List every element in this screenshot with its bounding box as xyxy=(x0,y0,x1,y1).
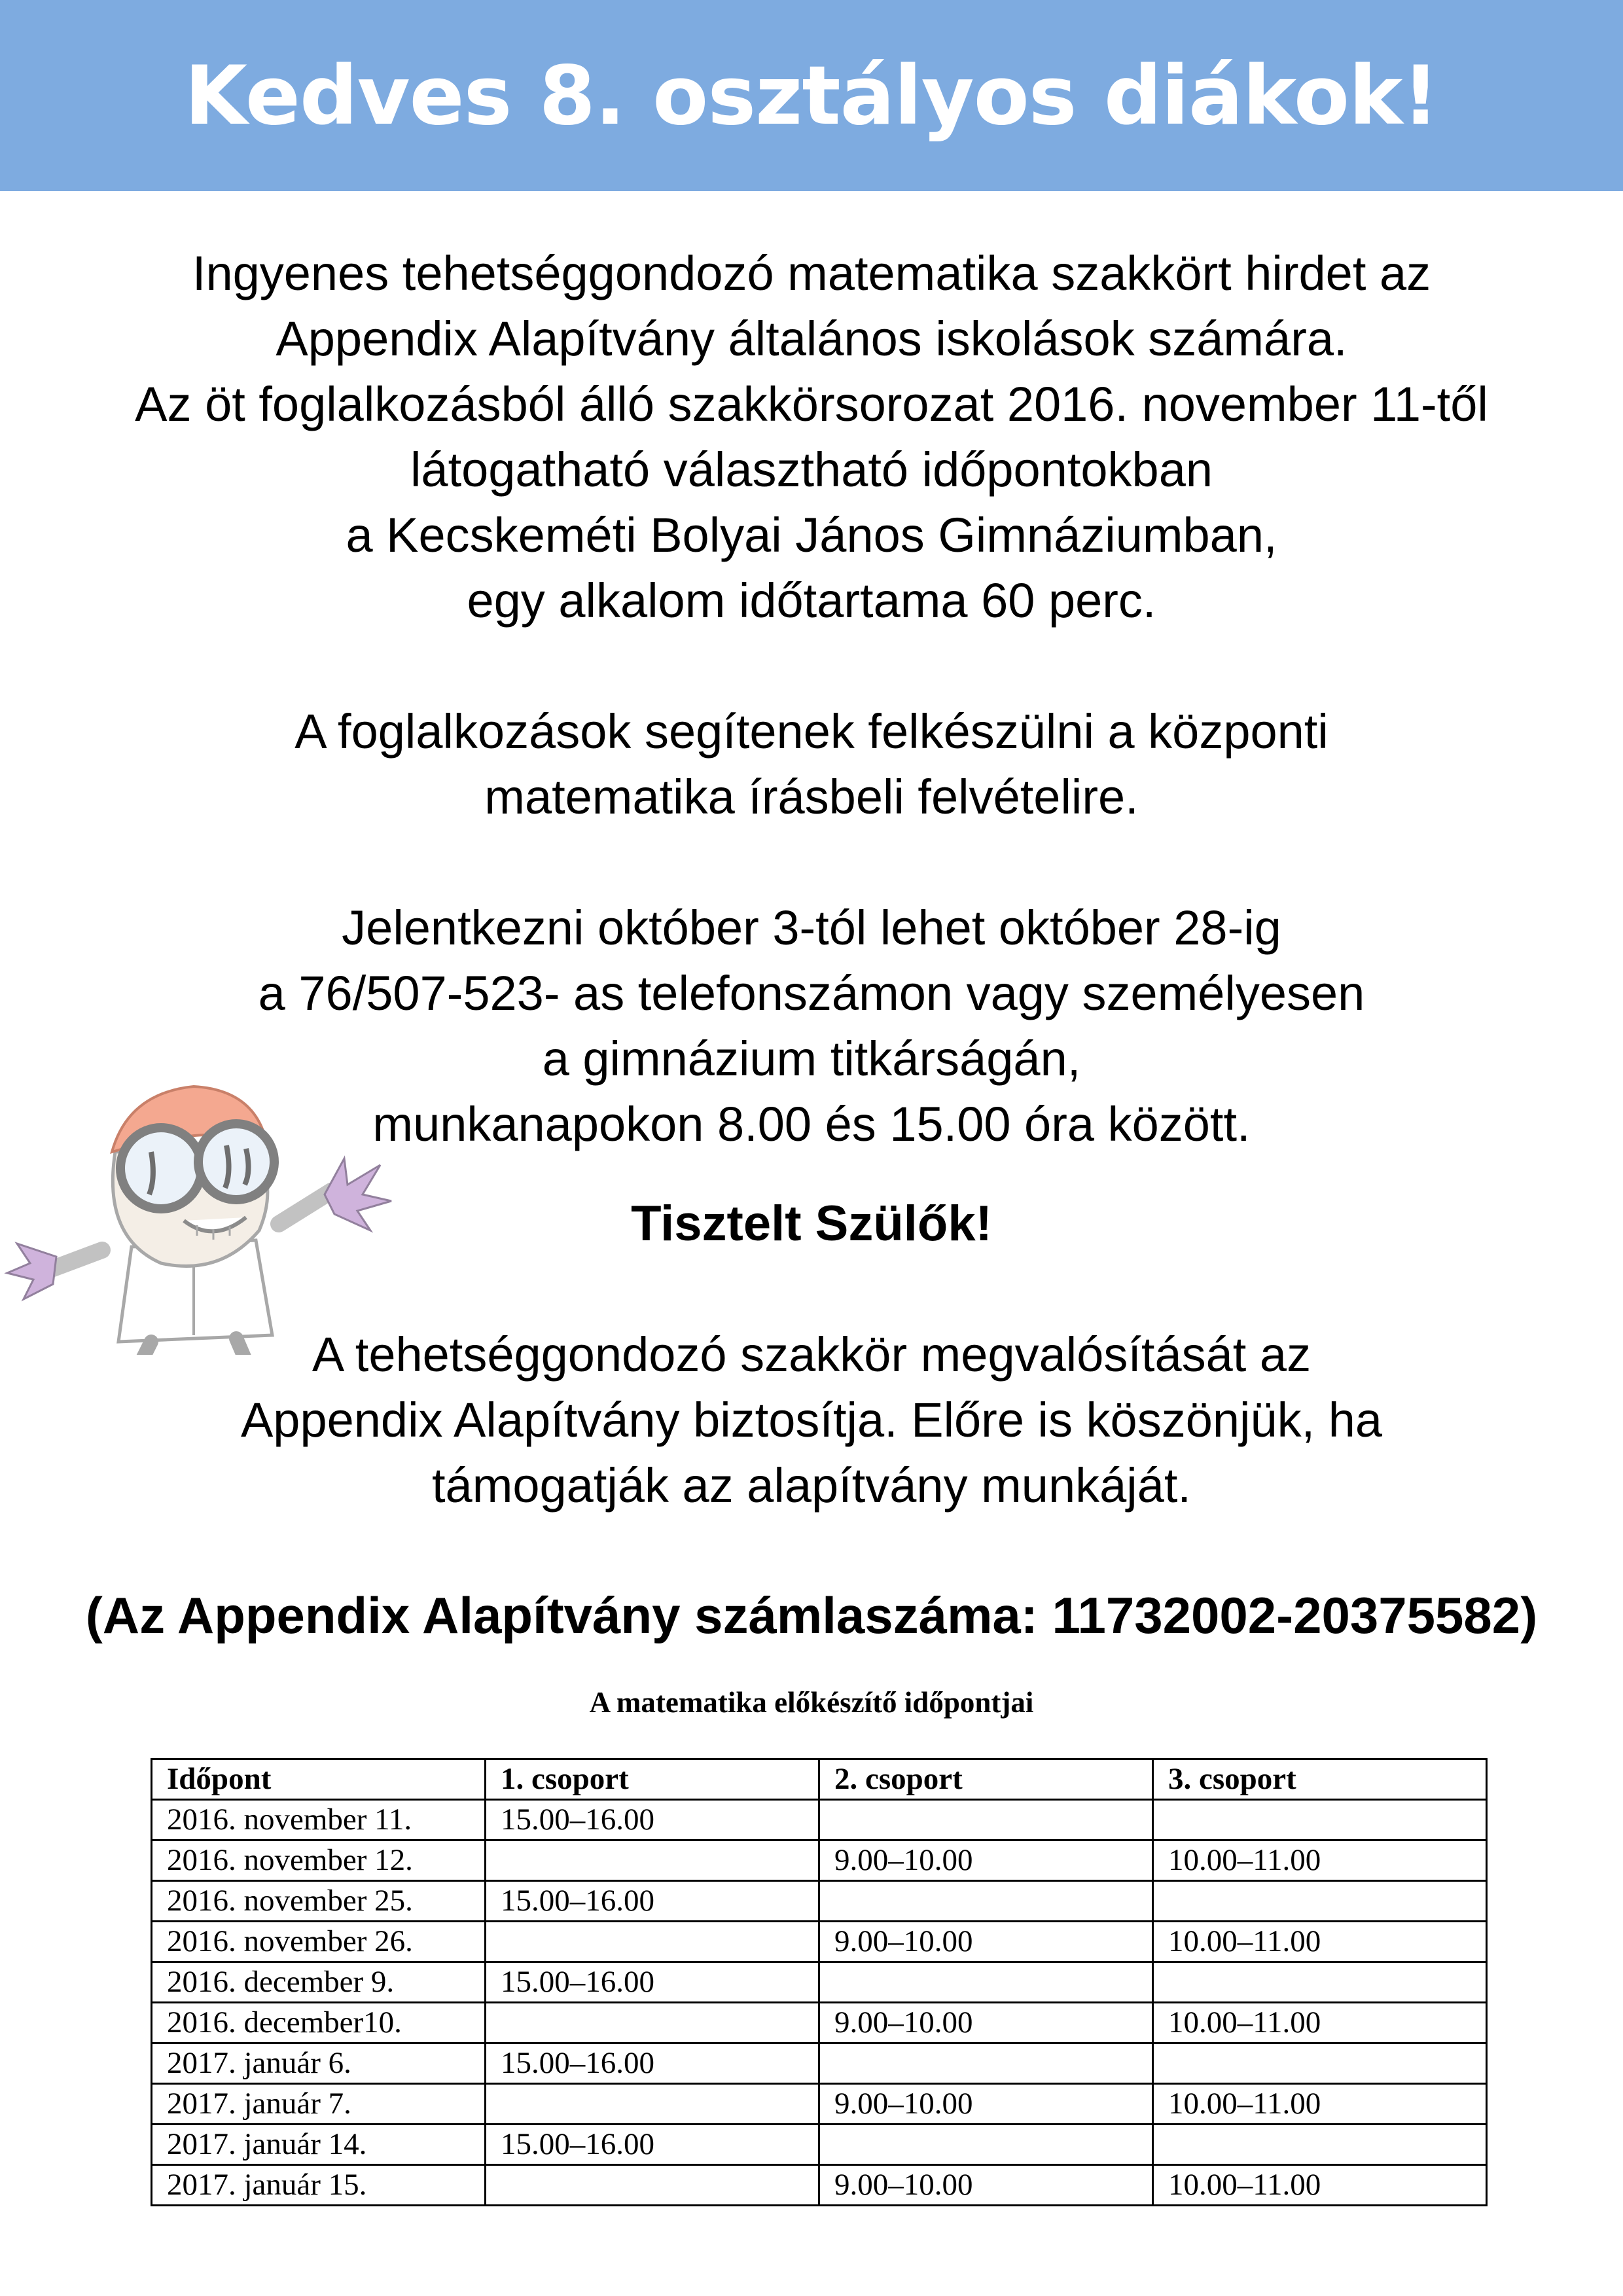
table-cell: 10.00–11.00 xyxy=(1153,2003,1487,2043)
apply-line: munkanapokon 8.00 és 15.00 óra között. xyxy=(372,1097,1251,1151)
table-cell xyxy=(1153,1881,1487,1922)
table-header-row xyxy=(152,1759,1487,1800)
table-cell: 15.00–16.00 xyxy=(486,2125,819,2165)
table-cell xyxy=(819,1962,1153,2003)
table-cell xyxy=(819,2043,1153,2084)
account-number: (Az Appendix Alapítvány számlaszáma: 11732002-20375582) xyxy=(85,1587,1538,1644)
support-paragraph xyxy=(0,1322,1623,1518)
support-line: A tehetséggondozó szakkör megvalósítását az xyxy=(312,1327,1311,1382)
table-cell: 2016. november 12. xyxy=(152,1840,486,1881)
table-cell: 10.00–11.00 xyxy=(1153,2084,1487,2125)
table-cell: 2016. november 26. xyxy=(152,1922,486,1962)
table-row xyxy=(152,1962,1487,2003)
table-cell: 9.00–10.00 xyxy=(819,2165,1153,2206)
table-cell xyxy=(486,2003,819,2043)
table-cell xyxy=(1153,1962,1487,2003)
apply-line: a 76/507-523- as telefonszámon vagy személyesen xyxy=(258,966,1365,1020)
table-cell: 9.00–10.00 xyxy=(819,2084,1153,2125)
table-cell xyxy=(1153,2125,1487,2165)
intro-line: Appendix Alapítvány általános iskolások számára. xyxy=(276,312,1347,366)
intro-line: Az öt foglalkozásból álló szakkörsorozat 2016. november 11-től xyxy=(135,377,1488,431)
table-row xyxy=(152,2125,1487,2165)
table-cell: 15.00–16.00 xyxy=(486,2043,819,2084)
table-row xyxy=(152,1840,1487,1881)
intro-line: Ingyenes tehetséggondozó matematika szakkört hirdet az xyxy=(192,246,1431,300)
table-cell: 2016. november 25. xyxy=(152,1881,486,1922)
table-row xyxy=(152,2043,1487,2084)
prep-line: A foglalkozások segítenek felkészülni a központi xyxy=(294,704,1329,759)
schedule-title: A matematika előkészítő időpontjai xyxy=(589,1686,1034,1719)
table-cell: 2016. december10. xyxy=(152,2003,486,2043)
table-cell xyxy=(1153,2043,1487,2084)
table-cell: 2016. november 11. xyxy=(152,1800,486,1840)
intro-line: a Kecskeméti Bolyai János Gimnáziumban, xyxy=(346,508,1277,562)
table-cell: 2017. január 6. xyxy=(152,2043,486,2084)
table-cell: 2017. január 15. xyxy=(152,2165,486,2206)
table-cell: 15.00–16.00 xyxy=(486,1800,819,1840)
column-header: 2. csoport xyxy=(819,1759,1153,1800)
table-cell xyxy=(486,2084,819,2125)
support-line: támogatják az alapítvány munkáját. xyxy=(432,1458,1191,1513)
table-cell xyxy=(819,1881,1153,1922)
table-row xyxy=(152,1881,1487,1922)
apply-line: Jelentkezni október 3-tól lehet október 28-ig xyxy=(342,901,1281,955)
support-line: Appendix Alapítvány biztosítja. Előre is köszönjük, ha xyxy=(240,1393,1383,1447)
intro-paragraph xyxy=(0,241,1623,634)
prep-line: matematika írásbeli felvételire. xyxy=(484,770,1139,824)
page-title: Kedves 8. osztályos diákok! xyxy=(184,49,1439,143)
header-band xyxy=(0,0,1623,191)
table-cell: 9.00–10.00 xyxy=(819,1922,1153,1962)
schedule-table xyxy=(151,1758,1488,2206)
table-cell: 15.00–16.00 xyxy=(486,1962,819,2003)
parents-greeting: Tisztelt Szülők! xyxy=(631,1196,992,1251)
table-cell xyxy=(486,2165,819,2206)
column-header: 3. csoport xyxy=(1153,1759,1487,1800)
table-cell: 2017. január 7. xyxy=(152,2084,486,2125)
table-cell xyxy=(486,1840,819,1881)
table-row xyxy=(152,2165,1487,2206)
table-cell: 2016. december 9. xyxy=(152,1962,486,2003)
table-cell xyxy=(1153,1800,1487,1840)
intro-line: egy alkalom időtartama 60 perc. xyxy=(467,573,1156,628)
table-cell xyxy=(819,2125,1153,2165)
table-row xyxy=(152,2084,1487,2125)
table-cell: 9.00–10.00 xyxy=(819,2003,1153,2043)
table-cell: 10.00–11.00 xyxy=(1153,1922,1487,1962)
prep-paragraph xyxy=(0,699,1623,830)
intro-line: látogatható választható időpontokban xyxy=(410,442,1213,497)
table-cell: 15.00–16.00 xyxy=(486,1881,819,1922)
table-row xyxy=(152,1800,1487,1840)
apply-line: a gimnázium titkárságán, xyxy=(542,1031,1081,1086)
table-cell xyxy=(819,1800,1153,1840)
table-cell: 2017. január 14. xyxy=(152,2125,486,2165)
table-row xyxy=(152,1922,1487,1962)
column-header: Időpont xyxy=(152,1759,486,1800)
table-cell: 10.00–11.00 xyxy=(1153,1840,1487,1881)
table-cell: 9.00–10.00 xyxy=(819,1840,1153,1881)
column-header: 1. csoport xyxy=(486,1759,819,1800)
table-cell: 10.00–11.00 xyxy=(1153,2165,1487,2206)
table-row xyxy=(152,2003,1487,2043)
table-cell xyxy=(486,1922,819,1962)
